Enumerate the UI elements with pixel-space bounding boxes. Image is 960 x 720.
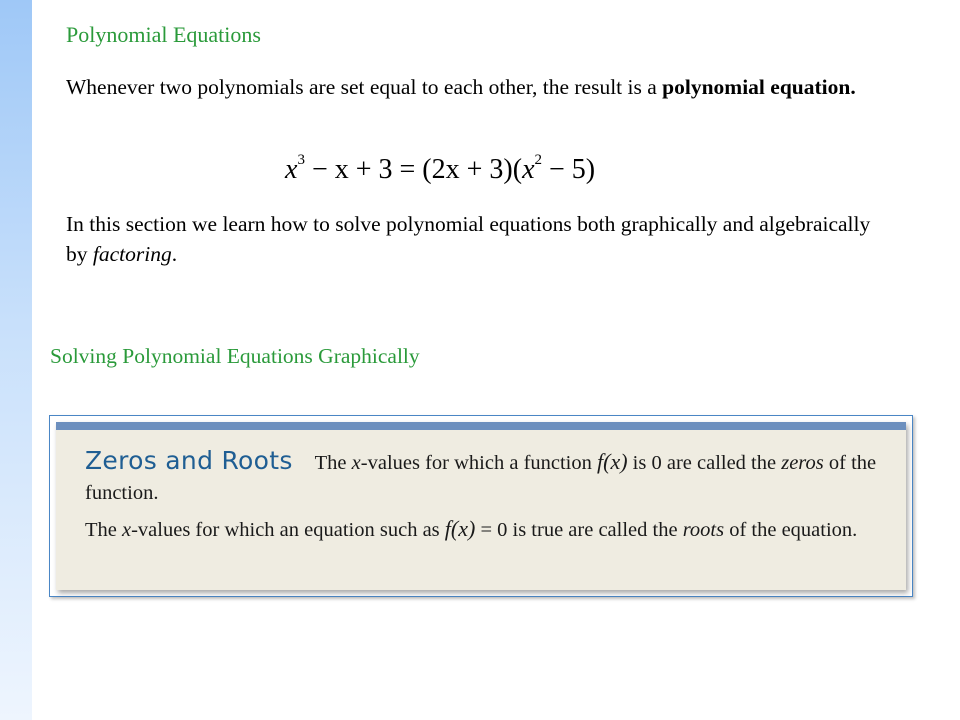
def-text: is 0 are called the [627, 452, 782, 474]
definition-text [85, 446, 885, 545]
definition-card [56, 422, 906, 590]
eq-rhs-rest: − 5) [542, 154, 596, 185]
def-text: The [314, 452, 352, 474]
definition-card-top-bar [56, 422, 906, 430]
eq-lhs-variable: x [285, 154, 298, 185]
intro-bold-term: polynomial equation. [662, 75, 856, 99]
definition-label: Zeros and Roots [85, 446, 293, 475]
section-heading: Solving Polynomial Equations Graphically [50, 344, 420, 368]
section-paragraph [66, 209, 896, 269]
def-text: of the function. [85, 452, 877, 504]
section-text: In this section we learn how to solve polynomial equations both graphically and algebraically by [66, 212, 871, 266]
def-text: of the equation. [724, 519, 858, 541]
slide-title: Polynomial Equations [66, 22, 261, 47]
def-variable: x [351, 452, 361, 474]
def-text: -values for which an equation such as [131, 519, 445, 541]
eq-rhs-variable: x [522, 154, 535, 185]
def-text: The [85, 519, 122, 541]
def-variable: x [122, 519, 132, 541]
def-function: f(x) [597, 449, 628, 474]
def-term-zeros: zeros [781, 452, 824, 474]
def-text: -values for which a function [360, 452, 598, 474]
eq-lhs-rest: − x + 3 = (2x + 3)( [304, 154, 523, 185]
eq-lhs-exponent: 3 [297, 151, 305, 168]
eq-rhs-exponent: 2 [534, 151, 543, 168]
intro-paragraph [66, 72, 896, 102]
def-text: = 0 is true are called the [475, 519, 683, 541]
def-term-roots: roots [682, 519, 725, 541]
definition-box [49, 415, 913, 597]
decorative-side-bar [0, 0, 32, 720]
section-text-end: . [171, 242, 178, 266]
definition-line-2 [85, 514, 885, 545]
intro-text: Whenever two polynomials are set equal to each other, the result is a [66, 75, 663, 99]
polynomial-equation [285, 150, 595, 190]
def-function: f(x) [444, 516, 476, 541]
definition-line-1 [85, 446, 885, 508]
section-italic-term: factoring [92, 242, 172, 266]
